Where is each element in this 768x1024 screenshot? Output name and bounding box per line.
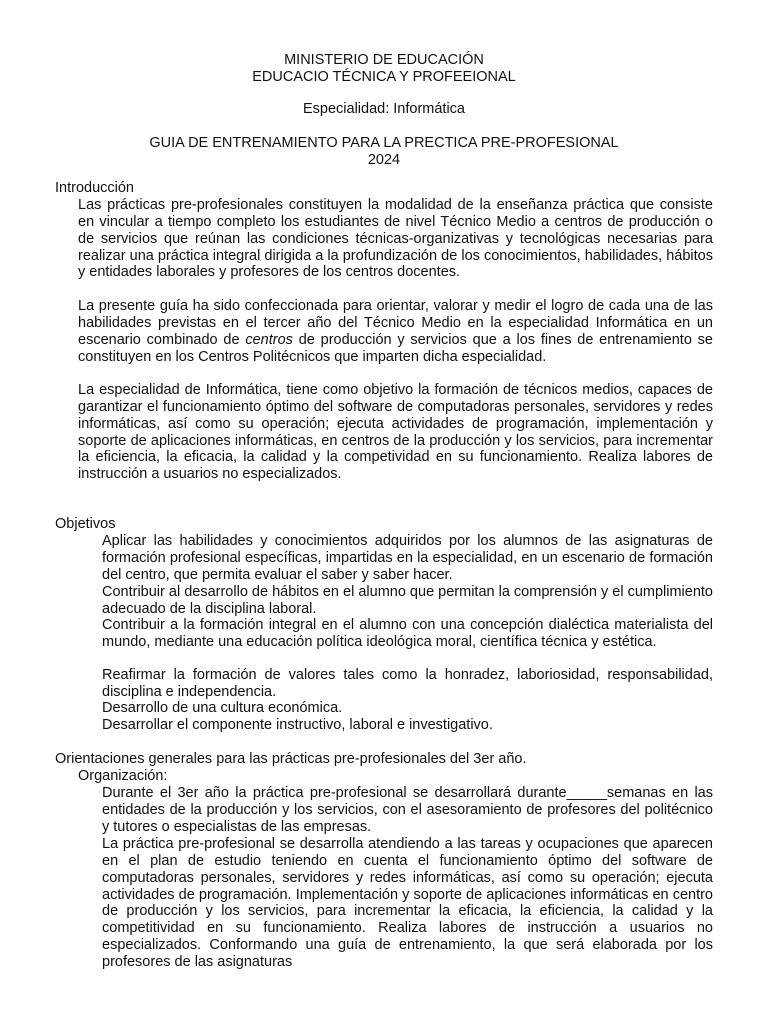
objective-item: Desarrollar el componente instructivo, laboral e investigativo. [102,717,493,733]
objective-item: Contribuir a la formación integral en el alumno con una concepción dialéctica materialista del mundo, mediante una educación política ideológica moral, científica técnica y estética. [102,617,713,650]
introduction-paragraph-2-emphasis: centros [245,331,293,348]
introduction-paragraph-3: La especialidad de Informática, tiene como objetivo la formación de técnicos medios, capaces de garantizar el funcionamiento óptimo del software de computadoras personales, servidores y redes informáticas, así como su operación; ejecuta actividades de programación, implementación y soporte de aplicaciones informáticas, en centros de la producción y los servicios, para incrementar la eficiencia, la eficacia, la calidad y la competividad en su funcionamiento. Realiza labores de instrucción a usuarios no especializados. [78,382,713,483]
organization-subheading: Organización: [78,768,168,784]
objective-item: Reafirmar la formación de valores tales como la honradez, laboriosidad, responsabilidad, disciplina e independencia. [102,667,713,700]
department-title: EDUCACIO TÉCNICA Y PROFEEIONAL [252,69,516,85]
introduction-paragraph-2-start: La presente guía ha sido confeccionada para orientar, valorar y medir el logro de cada una de las habilidades previstas en el tercer año del Técnico Medio en la especialidad Informática en un escenario combinado de [78,298,713,348]
introduction-paragraph-2-end: de producción y servicios que a los fines de entrenamiento se constituyen en los Centros Politécnicos que imparten dicha especialidad. [78,331,713,365]
orientations-heading: Orientaciones generales para las prácticas pre-profesionales del 3er año. [55,751,527,767]
ministry-title: MINISTERIO DE EDUCACIÓN [284,52,484,68]
guide-title: GUIA DE ENTRENAMIENTO PARA LA PRECTICA PRE-PROFESIONAL [149,135,619,151]
organization-paragraph-1: Durante el 3er año la práctica pre-profesional se desarrollará durante_____semanas en las entidades de la producción y los servicios, con el asesoramiento de profesores del politécnico y tutores o especialistas de las empresas. [102,785,713,835]
specialty-line: Especialidad: Informática [303,101,465,117]
introduction-paragraph-2 [78,298,713,365]
objective-item: Aplicar las habilidades y conocimientos adquiridos por los alumnos de las asignaturas de formación profesional específicas, impartidas en la especialidad, en un escenario de formación del centro, que permita evaluar el saber y saber hacer. [102,533,713,583]
organization-paragraph-2: La práctica pre-profesional se desarrolla atendiendo a las tareas y ocupaciones que aparecen en el plan de estudio teniendo en cuenta el funcionamiento óptimo del software de computadoras personales, servidores y redes informáticas, así como su operación; ejecuta actividades de programación. Implementación y soporte de aplicaciones informáticas en centro de producción y los servicios, para incrementar la eficacia, la eficiencia, la calidad y la competitividad en su funcionamiento. Realiza labores de instrucción a usuarios no especializados. Conformando una guía de entrenamiento, la que será elaborada por los profesores de las asignaturas [102,836,713,970]
objectives-heading: Objetivos [55,516,116,532]
introduction-paragraph-1: Las prácticas pre-profesionales constituyen la modalidad de la enseñanza práctica que consiste en vincular a tiempo completo los estudiantes de nivel Técnico Medio a centros de producción o de servicios que reúnan las condiciones técnicas-organizativas y tecnológicas necesarias para realizar una práctica integral dirigida a la profundización de los conocimientos, habilidades, hábitos y entidades laborales y profesores de los centros docentes. [78,197,713,281]
objective-item: Desarrollo de una cultura económica. [102,700,343,716]
objective-item: Contribuir al desarrollo de hábitos en el alumno que permitan la comprensión y el cumplimiento adecuado de la disciplina laboral. [102,584,713,617]
guide-year: 2024 [367,152,401,168]
introduction-heading: Introducción [55,180,134,196]
